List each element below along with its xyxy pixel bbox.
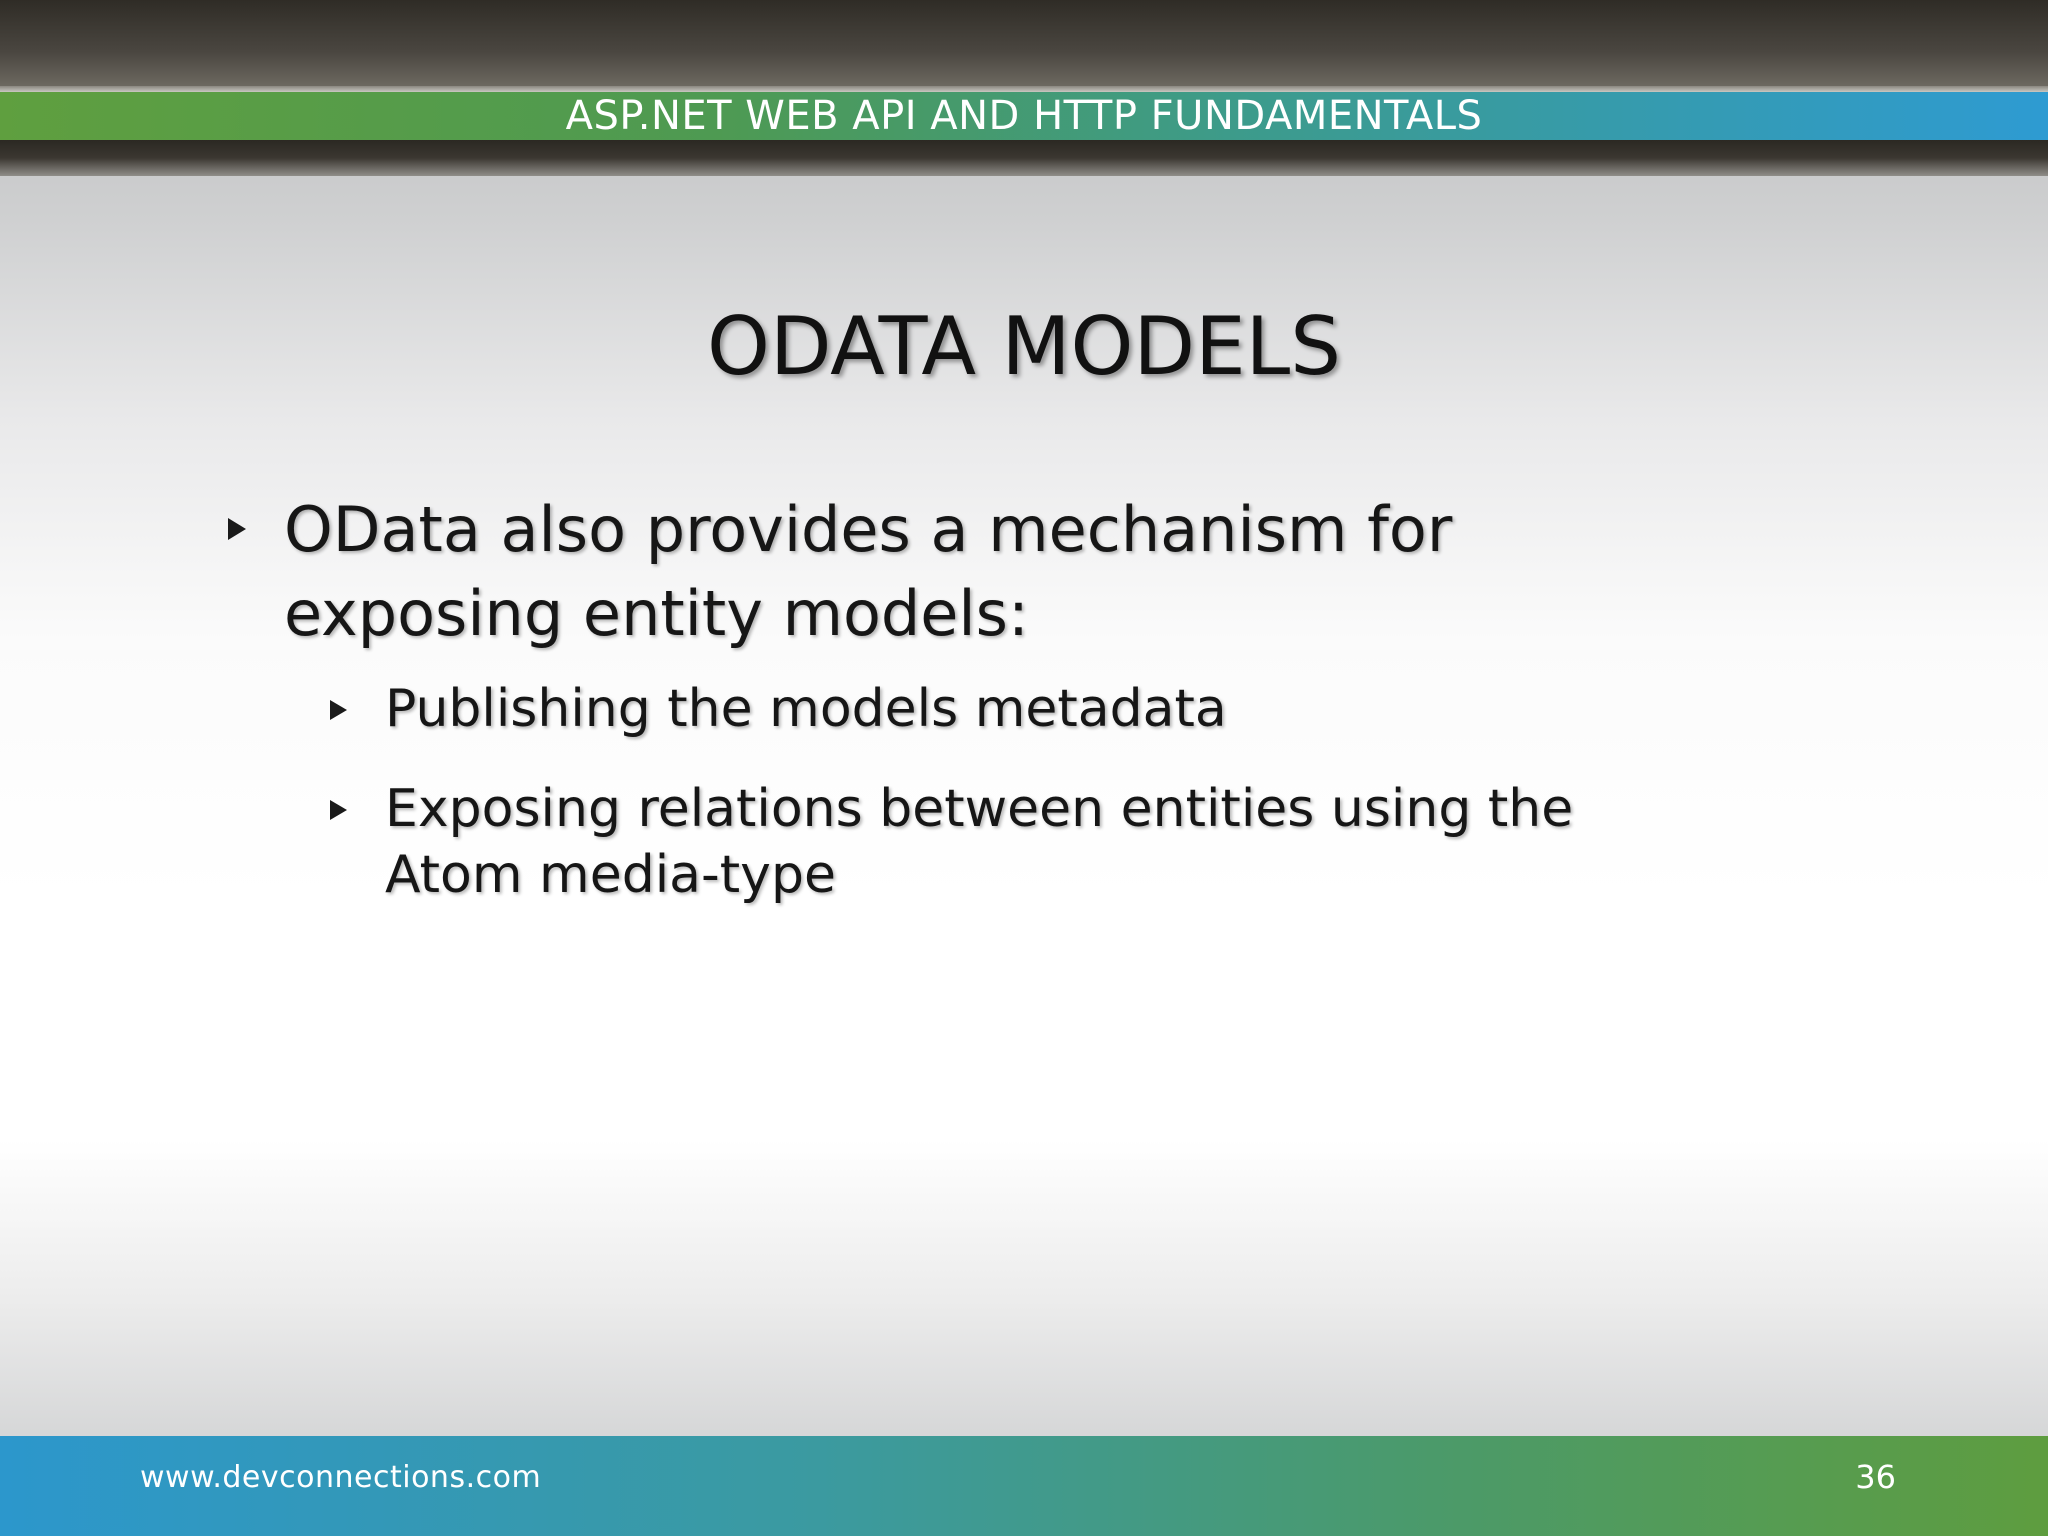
sub-bullet-item: [330, 676, 1690, 742]
triangle-right-icon: [330, 800, 347, 820]
bullet-text: OData also provides a mechanism for exposing entity models:: [284, 493, 1453, 650]
slide-title: ODATA MODELS: [707, 300, 1341, 393]
sub-bullet-text: Exposing relations between entities using the Atom media-type: [385, 779, 1574, 905]
footer-url: www.devconnections.com: [140, 1460, 542, 1495]
header-title: ASP.NET WEB API AND HTTP FUNDAMENTALS: [565, 93, 1483, 139]
sub-bullet-item: [330, 776, 1690, 908]
triangle-right-icon: [330, 700, 347, 720]
sub-bullet-text: Publishing the models metadata: [385, 679, 1227, 739]
header-shadow-bar: [0, 140, 2048, 176]
header-top-bar: [0, 0, 2048, 86]
bullet-item: [228, 488, 1628, 656]
triangle-right-icon: [228, 518, 246, 540]
page-number: 36: [1855, 1458, 1896, 1496]
